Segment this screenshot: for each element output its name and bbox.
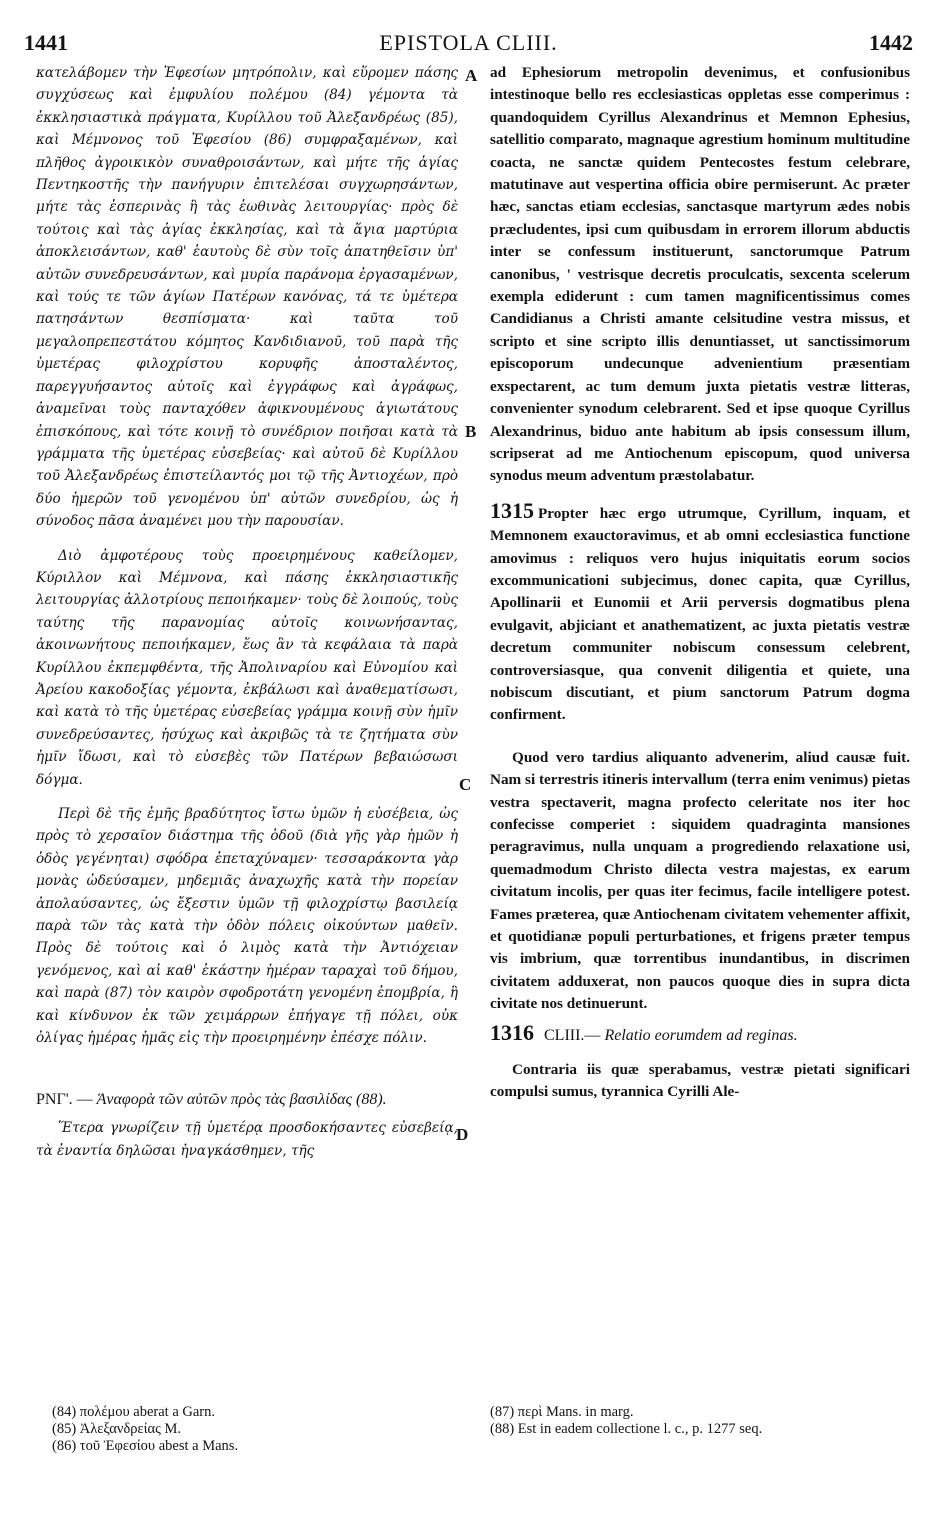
greek-paragraph-1: κατελάβομεν τὴν Ἐφεσίων μητρόπολιν, καὶ εὕρομεν πάσης συγχύσεως καὶ ἐμφυλίου πολέμου (84) γέμοντα τὰ ἐκκλησιαστικὰ πράγματα, Κυρίλλου τοῦ Ἀλεξανδρέως (85), καὶ Μέμνονος τοῦ Ἐφεσίου (86) συμφραξαμένων, καὶ πλῆθος ἀγροικικὸν συναθροισάντων, καὶ μήτε τῆς ἁγίας Πεντηκοστῆς τὴν πανήγυριν ἐπιτελέσαι συγχωρησάντων, μήτε τὰς ἑσπερινὰς ἢ τὰς ἑωθινὰς λειτουργίας· πρὸς δὲ τούτοις καὶ τὰς ἁγίας ἐκκλησίας, καὶ τὰ ἅγια μαρτύρια ἀποκλεισάντων, καθ' ἑαυτοὺς δὲ σὺν τοῖς ἀπατηθεῖσιν ὑπ' αὐτῶν συνεδρευσάντων, καὶ μυρία παράνομα ἐργασαμένων, καὶ τούς τε τῶν ἁγίων Πατέρων κανόνας, τά τε ὑμέτερα πατησάντων θεσπίσματα· καὶ ταῦτα τοῦ μεγαλοπρεπεστάτου κόμητος Κανδιδιανοῦ, τοῦ παρὰ τῆς ὑμετέρας φιλοχρίστου κορυφῆς ἀποσταλέντος, παρεγγυήσαντος αὐτοῖς καὶ ἐγγράφως καὶ ἀγράφως, ἀναμεῖναι τοὺς πανταχόθεν ἀφικνουμένους ἁγιωτάτους ἐπισκόπους, καὶ τότε κοινῇ τὸ συνέδριον ποιῆσαι κατὰ τὰ γράμματα τῆς ὑμετέρας εὐσεβείας· καὶ αὐτοῦ δὲ Κυρίλλου τοῦ Ἀλεξανδρέως ἐπιστείλαντός μοι τῷ τῆς Ἀντιοχέων, πρὸ δύο ἡμερῶν τοῦ γενομένου ὑπ' αὐτῶν συνεδρίου, ὡς ἡ σύνοδος πᾶσα ἀναμένει μου τὴν παρουσίαν. (36, 65, 458, 530)
margin-letter-c: C (459, 775, 472, 794)
latin-section-number-1315: 1315 (490, 497, 534, 523)
footnote-84: (84) πολέμου aberat a Garn. (52, 1404, 216, 1420)
margin-letter-d: D (456, 1125, 469, 1144)
latin-section-heading (490, 1019, 910, 1047)
footnote-86: (86) τοῦ Ἐφεσίου abest a Mans. (52, 1438, 239, 1454)
column-number-left: 1441 (24, 30, 68, 55)
greek-section-title: Ἀναφορὰ τῶν αὐτῶν πρὸς τὰς βασιλίδας (88). (96, 1091, 387, 1109)
running-header (24, 30, 913, 56)
greek-paragraph-3: Περὶ δὲ τῆς ἐμῆς βραδύτητος ἴστω ὑμῶν ἡ εὐσέβεια, ὡς πρὸς τὸ χερσαῖον διάστημα τῆς ὁδοῦ (διὰ γῆς γὰρ ἡμῶν ἡ ὁδὸς γεγένηται) σφόδρα ἐπεταχύναμεν· τεσσαράκοντα γὰρ μονὰς ὡδεύσαμεν, μηδεμιᾶς ἀναχωχῆς κατὰ τὴν πορείαν ἀπολαύσαντες, ὡς ἔξεστιν ὑμῶν τῇ φιλοχρίστῳ βασιλείᾳ παρὰ τῶν τὰς κατὰ τὴν ὁδὸν πόλεις οἰκούντων μαθεῖν. Πρὸς δὲ τούτοις καὶ ὁ λιμὸς κατὰ τὴν Ἀντιόχειαν γενόμενος, καὶ αἱ καθ' ἑκάστην ἡμέραν ταραχαὶ τοῦ δήμου, καὶ παρὰ (87) τὸν καιρὸν σφοδροτάτη γενομένη ἐπομβρία, ἣ καὶ κίνδυνον ἐκ τῶν χειμάρρων ἐπήγαγε τῇ πόλει, οὐκ ὀλίγας ἡμέρας ἡμᾶς εἰς τὴν προειρημένην ἐπέσχε πόλιν. (36, 806, 458, 1047)
footnotes-left (52, 1404, 432, 1455)
latin-paragraph-4: Contraria iis quæ sperabamus, vestræ pietati significari compulsi sumus, tyrannica Cyrilli Ale- (490, 1060, 910, 1101)
latin-paragraph-2-text: Propter hæc ergo utrumque, Cyrillum, inquam, et Memnonem exauctoravimus, et ab omni ecclesiastica functione amovimus : reliquos vero hujus iniquitatis eorum socios excommunicationi subjecimus, donec capita, quæ Cyrillus, Apollinarii et Eunomii et Arii perversis dogmatibus plena evulgavit, abjiciant et anathematizent, ac juxta pietatis vestræ decretum communiter nobiscum consessum celebrent, controversiasque, qua convenit diligentia et quiete, una nobiscum discutiant, et pium sanctorum Patrum dogma confirment. (490, 504, 910, 724)
footnotes-right (490, 1404, 910, 1438)
footnote-85: (85) Ἀλεξανδρείας M. (52, 1421, 181, 1437)
footnote-88: (88) Est in eadem collectione l. c., p. 1277 seq. (490, 1421, 763, 1437)
greek-paragraph-2: Διὸ ἀμφοτέρους τοὺς προειρημένους καθείλομεν, Κύριλλον καὶ Μέμνονα, καὶ πάσης ἐκκλησιαστικῆς λειτουργίας ἀλλοτρίους πεποιήκαμεν· τοὺς δὲ λοιπούς, τοὺς ταύτης τῆς παρανομίας αὐτοῖς κοινωνήσαντας, ἀκοινωνήτους πεποιήκαμεν, ἕως ἂν τὰ κεφάλαια τὰ παρὰ Κυρίλλου ἐκπεμφθέντα, τῆς Ἀπολιναρίου καὶ Εὐνομίου καὶ Ἀρείου κακοδοξίας γέμοντα, ἐκβάλωσι καὶ ἀναθεματίσωσι, καὶ κατὰ τὸ τῆς ὑμετέρας εὐσεβείας γράμμα κοινῇ σὺν ἡμῖν συνεδρεύσαντες, ἡσύχως καὶ ἀκριβῶς τὰ τε ζητήματα σὺν ἡμῖν ἴδωσι, καὶ τὸ εὐσεβὲς τῶν Πατέρων βεβαιώσωσι δόγμα. (36, 547, 458, 788)
greek-section-heading (36, 1089, 458, 1111)
footnote-87: (87) περὶ Mans. in marg. (490, 1404, 634, 1420)
latin-paragraph-1: ad Ephesiorum metropolin devenimus, et confusionibus intestinoque bello res ecclesiasticas oppletas esse comperimus : quandoquidem Cyrillus Alexandrinus et Memnon Ephesius, satellitio comparato, magnaque agrestium hominum multitudine coacta, ne sanctæ quidem Pentecostes festum celebrare, matutinave aut vespertina officia obire permiserunt. Ac præter hæc, sanctas etiam ecclesias, sanctasque martyrum ædes nobis præcludentes, ipsi cum quibusdam in errorem illorum abductis inter se confessum instituerunt, sanctorumque Patrum canonibus, ' vestrisque decretis proculcatis, sexcenta scelerum exempla ediderunt : cum tamen magnificentissimus comes Candidianus a Christi amante celsitudine vestra missus, et scripto et sine scripto illis denuntiasset, ut sanctissimorum episcoporum undecunque advenientium præsentiam exspectarent, ac tum demum juxta pietatis vestræ litteras, convenienter synodum celebrarent. Sed et ipse quoque Cyrillus Alexandrinus, biduo ante habitum ab ipsis consessum illum, scripserat ad me Antiochenum episcopum, quod universa synodus meum adventum præstolabatur. (490, 64, 910, 485)
latin-paragraph-2 (490, 497, 910, 727)
margin-letter-a: A (465, 66, 478, 85)
latin-section-number-1316: 1316 (490, 1019, 534, 1045)
latin-section-label: CLIII.— (544, 1026, 601, 1044)
latin-section-title: Relatio eorumdem ad reginas. (604, 1026, 798, 1044)
running-title: EPISTOLA CLIII. (379, 30, 558, 55)
greek-column (36, 62, 458, 1162)
column-number-right: 1442 (869, 30, 913, 55)
greek-section-number: ΡΝΓ'. — (36, 1091, 93, 1109)
greek-paragraph-4: Ἕτερα γνωρίζειν τῇ ὑμετέρᾳ προσδοκήσαντες εὐσεβείᾳ, τὰ ἐναντία δηλῶσαι ἠναγκάσθημεν, τῆς (36, 1120, 458, 1159)
margin-letter-b: B (465, 422, 477, 441)
latin-paragraph-3: Quod vero tardius aliquanto advenerim, aliud causæ fuit. Nam si terrestris itineris intervallum (terra enim venimus) pietas vestra spectaverit, magna profecto celeritate nos iter hoc confecisse comperiet : siquidem quadraginta mansiones peragravimus, nulla unquam a progrediendo relaxatione usi, quemadmodum Christo dilecta vestra majestas, ex earum civitatum incolis, per quas iter fecimus, facile intelligere potest. Fames præterea, quæ Antiochenam civitatem vehementer affixit, et quotidianæ populi perturbationes, et frigens præter tempus vis imbrium, quæ torrentibus inundantibus, in discrimen civitatem adduxerat, non paucos quoque dies in supra dicta civitate nos detinuerunt. (490, 748, 910, 1013)
latin-column (490, 62, 910, 1103)
